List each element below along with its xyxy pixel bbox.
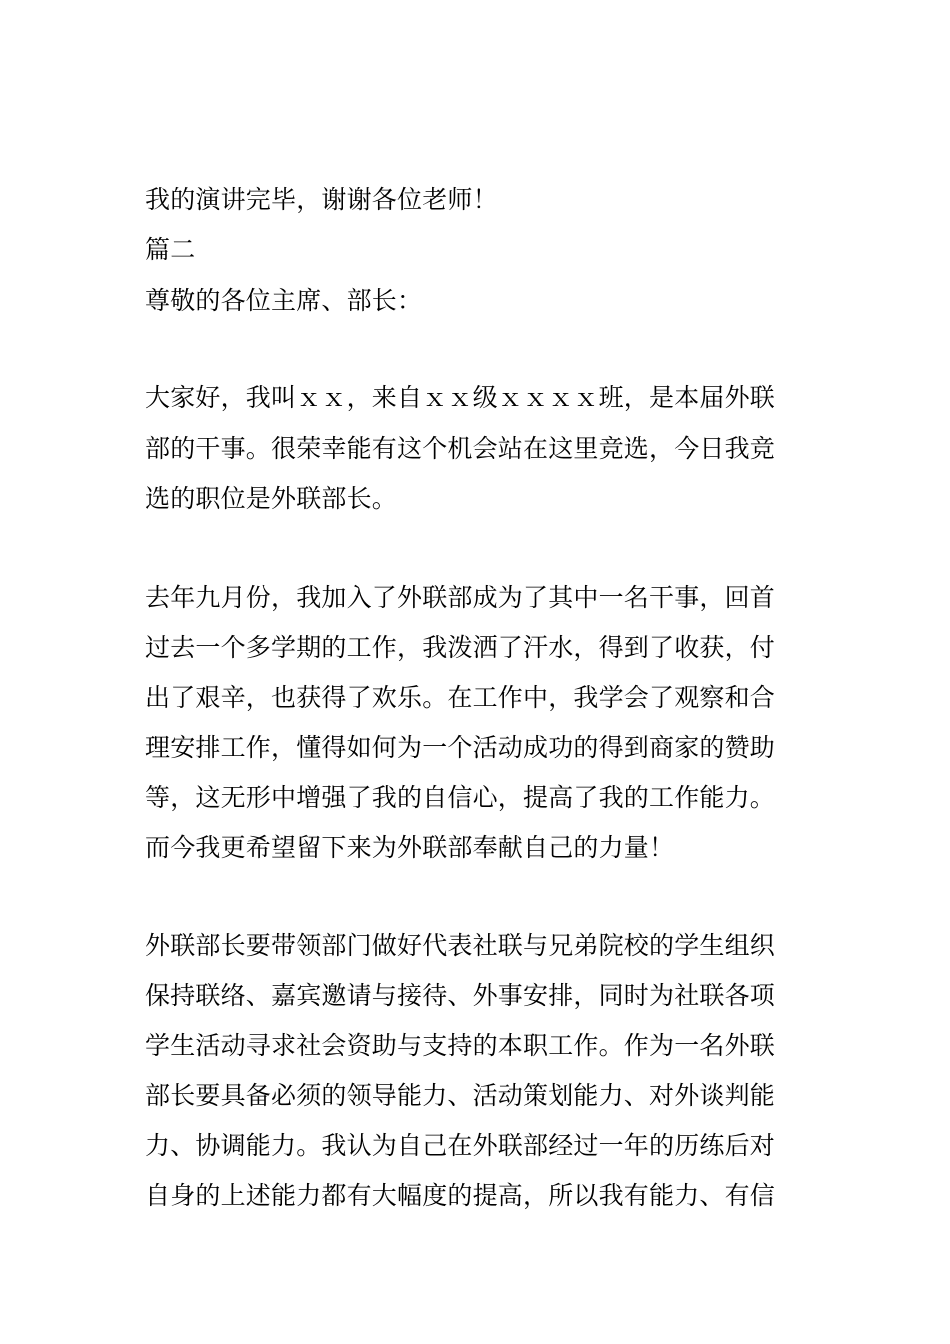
text-line: 大家好，我叫ｘｘ，来自ｘｘ级ｘｘｘｘ班，是本届外联: [145, 383, 776, 412]
section-heading: 篇二: [145, 235, 196, 264]
text-line: 我的演讲完毕，谢谢各位老师！: [145, 185, 498, 214]
text-line: 出了艰辛，也获得了欢乐。在工作中，我学会了观察和合: [145, 683, 776, 712]
text-line: 等，这无形中增强了我的自信心，提高了我的工作能力。: [145, 783, 776, 812]
text-line: 部长要具备必须的领导能力、活动策划能力、对外谈判能: [145, 1081, 776, 1110]
text-line: 理安排工作，懂得如何为一个活动成功的得到商家的赞助: [145, 733, 776, 762]
text-line: 选的职位是外联部长。: [145, 484, 398, 513]
text-line: 力、协调能力。我认为自己在外联部经过一年的历练后对: [145, 1131, 776, 1160]
text-line: 自身的上述能力都有大幅度的提高，所以我有能力、有信: [145, 1181, 776, 1210]
text-line: 学生活动寻求社会资助与支持的本职工作。作为一名外联: [145, 1031, 776, 1060]
text-line: 过去一个多学期的工作，我泼洒了汗水，得到了收获，付: [145, 633, 776, 662]
text-line: 保持联络、嘉宾邀请与接待、外事安排，同时为社联各项: [145, 981, 776, 1010]
text-line: 而今我更希望留下来为外联部奉献自己的力量！: [145, 833, 675, 862]
text-line: 去年九月份，我加入了外联部成为了其中一名干事，回首: [145, 583, 776, 612]
text-line: 外联部长要带领部门做好代表社联与兄弟院校的学生组织: [145, 931, 776, 960]
text-line: 部的干事。很荣幸能有这个机会站在这里竞选，今日我竞: [145, 434, 776, 463]
salutation-line: 尊敬的各位主席、部长：: [145, 286, 423, 315]
